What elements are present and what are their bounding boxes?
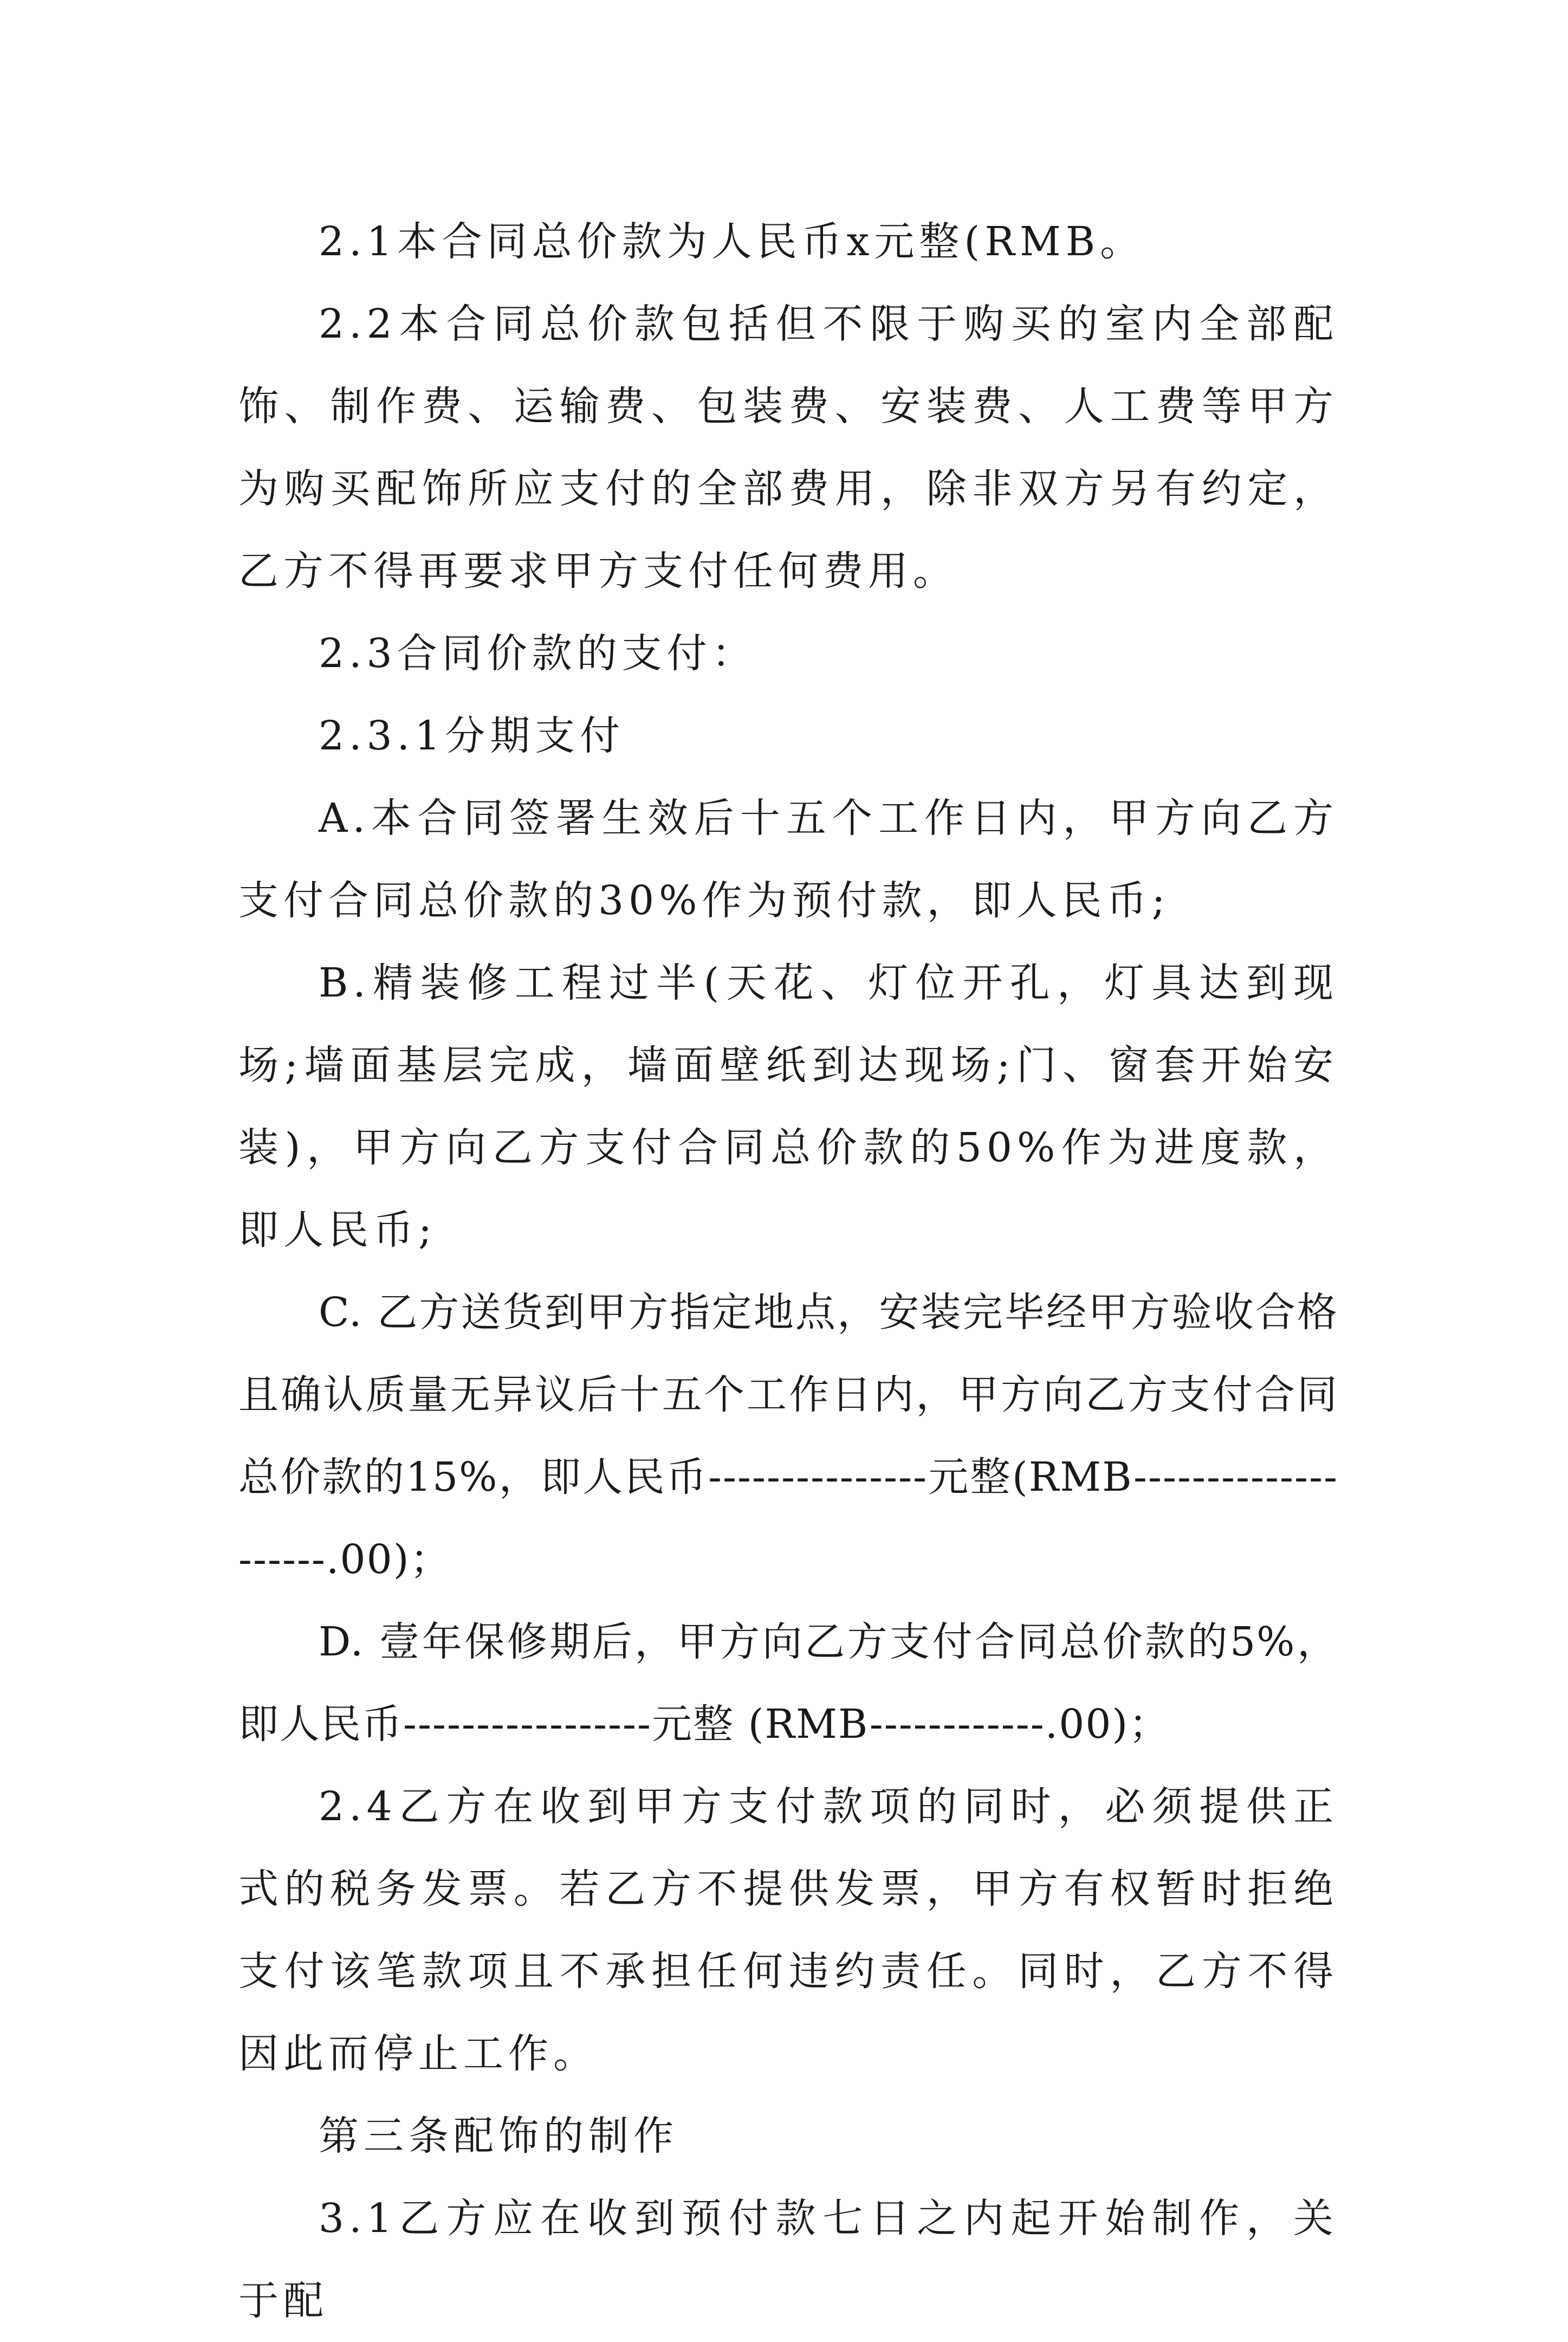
clause-b: B.精装修工程过半(天花、灯位开孔，灯具达到现场;墙面基层完成，墙面壁纸到达现场;门、窗套开始安装)，甲方向乙方支付合同总价款的50%作为进度款，即人民币; (238, 960, 1338, 1253)
clause-2-3-1: 2.3.1分期支付 (319, 713, 625, 759)
clause-2-3: 2.3合同价款的支付： (319, 630, 757, 677)
clause-a: A.本合同签署生效后十五个工作日内，甲方向乙方支付合同总价款的30%作为预付款，即人民币; (238, 795, 1338, 924)
article-3-heading: 第三条配饰的制作 (319, 2113, 678, 2159)
clause-3-1: 3.1乙方应在收到预付款七日之内起开始制作，关于配 (238, 2195, 1338, 2324)
clause-2-2: 2.2本合同总价款包括但不限于购买的室内全部配饰、制作费、运输费、包装费、安装费、人工费等甲方为购买配饰所应支付的全部费用，除非双方另有约定，乙方不得再要求甲方支付任何费用。 (238, 301, 1338, 594)
clause-c: C. 乙方送货到甲方指定地点，安装完毕经甲方验收合格且确认质量无异议后十五个工作日内，甲方向乙方支付合同总价款的15%，即人民币---------------元整(RMB--------------------.00)； (238, 1289, 1338, 1583)
contract-body (238, 200, 1338, 2342)
clause-2-1: 2.1本合同总价款为人民币x元整(RMB。 (319, 218, 1145, 265)
clause-2-4: 2.4乙方在收到甲方支付款项的同时，必须提供正式的税务发票。若乙方不提供发票，甲方有权暂时拒绝支付该笔款项且不承担任何违约责任。同时，乙方不得因此而停止工作。 (238, 1783, 1338, 2077)
clause-d: D. 壹年保修期后，甲方向乙方支付合同总价款的5%，即人民币-----------------元整 (RMB------------.00)； (238, 1619, 1338, 1748)
